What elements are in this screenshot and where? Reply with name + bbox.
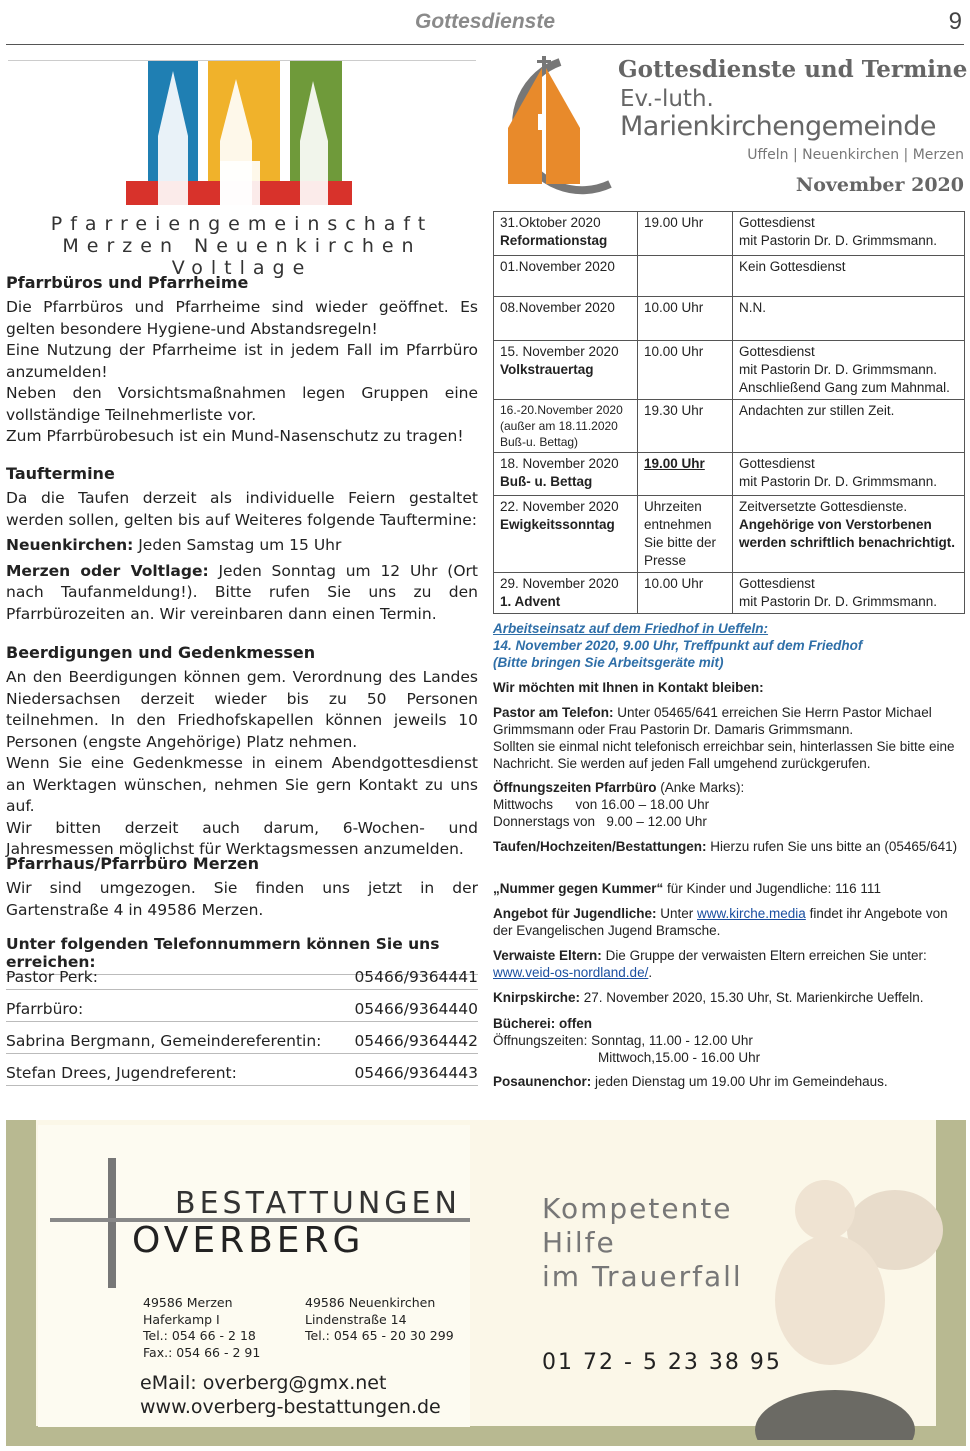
paragraph xyxy=(6,535,478,557)
phone-name: Sabrina Bergmann, Gemeindereferentin: xyxy=(6,1032,322,1050)
phones-heading: Unter folgenden Telefonnummern können Sie uns erreichen: xyxy=(6,935,478,975)
event-line: Gottesdienst xyxy=(739,344,815,359)
section-pfarrhaus xyxy=(6,853,478,921)
date-cell xyxy=(494,496,638,573)
date-sub: Reformationstag xyxy=(500,233,608,248)
pfarr-name-line2: Merzen Neuenkirchen Voltlage xyxy=(62,235,422,279)
date-cell: 01.November 2020 xyxy=(494,256,638,297)
label: Pastor am Telefon: xyxy=(493,705,614,720)
event-cell xyxy=(733,573,965,614)
event-line: Gottesdienst xyxy=(739,215,815,230)
right-church-name: Marienkirchengemeinde xyxy=(620,111,937,142)
label: Knirpskirche: xyxy=(493,990,581,1005)
paragraph: Wenn Sie eine Gedenkmesse in einem Abendgottesdienst an Werktagen wünschen, nehmen Sie gern Kontakt zu uns auf. xyxy=(6,754,478,815)
posaunenchor xyxy=(493,1073,966,1090)
table-row xyxy=(494,496,965,573)
phone-row xyxy=(6,1032,478,1054)
address-line: 49586 Merzen xyxy=(143,1295,233,1310)
address-line: Tel.: 054 66 - 2 18 xyxy=(143,1328,256,1343)
ad-address-merzen xyxy=(143,1295,260,1361)
kirche-media-link[interactable]: www.kirche.media xyxy=(697,906,806,921)
veid-link[interactable]: www.veid-os-nordland.de/ xyxy=(493,965,649,980)
text: Die Gruppe der verwaisten Eltern erreichen Sie unter: xyxy=(601,948,927,963)
phone-name: Stefan Drees, Jugendreferent: xyxy=(6,1064,237,1082)
event-line: mit Pastorin Dr. D. Grimmsmann. xyxy=(739,594,938,609)
table-row xyxy=(494,212,965,256)
event-line: mit Pastorin Dr. D. Grimmsmann. xyxy=(739,362,938,377)
text: jeden Dienstag um 19.00 Uhr im Gemeindehaus. xyxy=(591,1074,888,1089)
arbeit-note: (Bitte bringen Sie Arbeitsgeräte mit) xyxy=(493,655,724,670)
paragraph: Wir sind umgezogen. Sie finden uns jetzt in der Gartenstraße 4 in 49586 Merzen. xyxy=(6,879,478,919)
ad-email[interactable]: eMail: overberg@gmx.net xyxy=(140,1372,387,1394)
event-line: Zeitversetzte Gottesdienste. xyxy=(739,499,908,514)
date-sub: Buß- u. Bettag xyxy=(500,474,593,489)
arbeit-title: Arbeitseinsatz auf dem Friedhof in Ueffeln: xyxy=(493,621,769,636)
section-title: Gottesdienste xyxy=(414,10,556,33)
page-number: 9 xyxy=(948,8,962,35)
table-row xyxy=(494,453,965,496)
arbeit-date: 14. November 2020, 9.00 Uhr, Treffpunkt auf dem Friedhof xyxy=(493,638,863,653)
address-line: Tel.: 054 65 - 20 30 299 xyxy=(305,1328,454,1343)
table-row xyxy=(494,573,965,614)
event-line: Angehörige von Verstorbenen werden schriftlich benachrichtigt. xyxy=(739,517,956,550)
event-cell xyxy=(733,212,965,256)
right-locations: Uffeln | Neuenkirchen | Merzen xyxy=(747,147,964,163)
event-line: mit Pastorin Dr. D. Grimmsmann. xyxy=(739,233,938,248)
phone-number: 05466/9364440 xyxy=(354,1000,478,1018)
address-line: Haferkamp I xyxy=(143,1311,220,1327)
paragraph: Eine Nutzung der Pfarrheime ist in jedem Fall im Pfarrbüro anzumelden! xyxy=(6,341,478,381)
section-beerdigungen xyxy=(6,642,478,861)
paragraph: Wir bitten derzeit auch darum, 6-Wochen- und Jahresmessen möglichst für Werktagsmessen anzumelden. xyxy=(6,818,478,858)
time-cell: Uhrzeiten entnehmen Sie bitte der Presse xyxy=(638,496,733,573)
verwaiste-eltern: Verwaiste Eltern: Die Gruppe der verwaisten Eltern erreichen Sie unter: www.veid-os-nordland.de/. xyxy=(493,948,927,980)
header-rule xyxy=(6,44,964,45)
knirpskirche xyxy=(493,989,966,1006)
label: Bücherei: offen xyxy=(493,1016,593,1031)
schedule-table xyxy=(493,211,965,614)
buecherei xyxy=(493,1015,966,1066)
time-cell: 10.00 Uhr xyxy=(638,341,733,400)
section-heading: Pfarrbüros und Pfarrheime xyxy=(6,273,249,292)
date-sub: 1. Advent xyxy=(500,594,561,609)
arbeitseinsatz-note xyxy=(493,620,966,671)
phone-number: 05466/9364442 xyxy=(354,1032,478,1050)
event-line: Gottesdienst xyxy=(739,576,815,591)
date-sub: (außer am 18.11.2020 xyxy=(500,419,618,433)
text: Unter xyxy=(656,906,698,921)
paragraph: An den Beerdigungen können gem. Verordnung des Landes Niedersachsen derzeit wieder bis zu 50 Personen teilnehmen. In den Friedhofskapellen können jeweils 10 Personen (engste Angehörige) Platz nehmen. xyxy=(6,668,478,751)
pfarreiengemeinschaft-logo xyxy=(8,60,476,206)
label: Taufen/Hochzeiten/Bestattungen: xyxy=(493,839,707,854)
label: Angebot für Jugendliche: xyxy=(493,906,657,921)
event-cell: Kein Gottesdienst xyxy=(733,256,965,297)
pfarr-name-line1: Pfarreiengemeinschaft xyxy=(50,213,434,235)
paragraph: Da die Taufen derzeit als individuelle Feiern gestaltet werden sollen, gelten bis auf Weiteres folgende Tauftermine: xyxy=(6,489,478,529)
text: Donnerstags von 9.00 – 12.00 Uhr xyxy=(493,814,707,829)
date-sub: Buß-u. Bettag) xyxy=(500,435,579,449)
right-month: November 2020 xyxy=(795,174,964,196)
church-arc-logo-icon xyxy=(490,54,630,200)
time-cell: 19.00 Uhr xyxy=(638,453,733,496)
ad-website[interactable]: www.overberg-bestattungen.de xyxy=(140,1396,441,1418)
section-pfarrbueros xyxy=(6,272,478,448)
pastor-telefon xyxy=(493,704,966,772)
paragraph: Zum Pfarrbürobesuch ist ein Mund-Nasenschutz zu tragen! xyxy=(6,427,464,445)
date-sub: Volkstrauertag xyxy=(500,362,594,377)
label: Verwaiste Eltern: xyxy=(493,948,602,963)
date: 31.Oktober 2020 xyxy=(500,215,601,230)
date-cell xyxy=(494,573,638,614)
date: 15. November 2020 xyxy=(500,344,619,359)
date-cell xyxy=(494,341,638,400)
ad-phone: 01 72 - 5 23 38 95 xyxy=(542,1350,782,1375)
table-row xyxy=(494,341,965,400)
ad-brand-line1: BESTATTUNGEN xyxy=(175,1186,461,1221)
section-tauftermine xyxy=(6,463,478,625)
phone-row xyxy=(6,1064,478,1086)
label: Öffnungszeiten Pfarrbüro xyxy=(493,780,657,795)
date-cell xyxy=(494,400,638,453)
church-stripes-logo-icon xyxy=(8,61,476,207)
address-line: 49586 Neuenkirchen xyxy=(305,1295,436,1310)
angel-figure-icon xyxy=(745,1160,945,1440)
event-line: mit Pastorin Dr. D. Grimmsmann. xyxy=(739,474,938,489)
phone-row xyxy=(6,968,478,990)
event-cell: N.N. xyxy=(733,297,965,341)
text: Unter 05465/641 erreichen Sie Herrn Pastor Michael Grimmsmann oder Frau Pastorin Dr. Damaris Grimmsmann. xyxy=(493,705,932,737)
text: 27. November 2020, 15.30 Uhr, St. Marienkirche Ueffeln. xyxy=(580,990,924,1005)
time-cell: 19.00 Uhr xyxy=(638,212,733,256)
text: für Kinder und Jugendliche: 116 111 xyxy=(663,881,881,896)
address-line: Fax.: 054 66 - 2 91 xyxy=(143,1344,261,1360)
text: Mittwochs von 16.00 – 18.00 Uhr xyxy=(493,797,710,812)
event-cell xyxy=(733,341,965,400)
text: Sollten sie einmal nicht telefonisch erreichbar sein, hinterlassen Sie bitte eine Nachricht. Sie werden auf jeden Fall umgehend zurückgerufen. xyxy=(493,739,955,771)
text: Mittwoch,15.00 - 16.00 Uhr xyxy=(598,1050,761,1065)
section-heading: Beerdigungen und Gedenkmessen xyxy=(6,643,316,662)
address-line: Lindenstraße 14 xyxy=(305,1311,407,1327)
ad-slogan xyxy=(542,1192,743,1294)
date-sub: Ewigkeitssonntag xyxy=(500,517,615,532)
right-title: Gottesdienste und Termine xyxy=(618,56,968,83)
date: 29. November 2020 xyxy=(500,576,619,591)
text: Öffnungszeiten: Sonntag, 11.00 - 12.00 Uhr xyxy=(493,1033,753,1048)
label: Neuenkirchen: xyxy=(6,536,134,554)
ad-address-neuenkirchen xyxy=(305,1295,454,1345)
date: 16.-20.November 2020 xyxy=(500,403,623,417)
text: (Anke Marks): xyxy=(656,780,745,795)
time-cell: 10.00 Uhr xyxy=(638,573,733,614)
label: Posaunenchor: xyxy=(493,1074,592,1089)
date: 22. November 2020 xyxy=(500,499,619,514)
ad-brand-line2: OVERBERG xyxy=(132,1220,365,1261)
event-line: Anschließend Gang zum Mahnmal. xyxy=(739,380,950,395)
time-cell: 10.00 Uhr xyxy=(638,297,733,341)
time-cell xyxy=(638,256,733,297)
text: Jeden Samstag um 15 Uhr xyxy=(133,536,342,554)
angebot-jugendliche xyxy=(493,905,966,939)
right-subtitle: Ev.-luth. xyxy=(620,86,714,112)
date-cell: 08.November 2020 xyxy=(494,297,638,341)
label: „Nummer gegen Kummer“ xyxy=(493,881,664,896)
slogan-line: Kompetente xyxy=(542,1192,733,1225)
taufen-hochzeiten xyxy=(493,838,966,855)
section-heading: Tauftermine xyxy=(6,464,115,483)
section-heading: Pfarrhaus/Pfarrbüro Merzen xyxy=(6,854,259,873)
date: 18. November 2020 xyxy=(500,456,619,471)
label: Merzen oder Voltlage: xyxy=(6,561,209,580)
slogan-line: Hilfe xyxy=(542,1226,616,1259)
paragraph: Die Pfarrbüros und Pfarrheime sind wieder geöffnet. Es gelten besondere Hygiene-und Abstandsregeln! xyxy=(6,298,478,338)
event-cell xyxy=(733,453,965,496)
text: Jeden Sonntag um 12 Uhr (Ort nach Taufanmeldung!). Bitte rufen Sie uns zu den Pfarrbürozeiten an. Wir vereinbaren dann einen Termin. xyxy=(6,561,478,623)
event-cell: Andachten zur stillen Zeit. xyxy=(733,400,965,453)
oeffnungszeiten xyxy=(493,779,966,830)
table-row xyxy=(494,297,965,341)
time-cell: 19.30 Uhr xyxy=(638,400,733,453)
phone-name: Pfarrbüro: xyxy=(6,1000,84,1018)
date-cell xyxy=(494,212,638,256)
phone-number: 05466/9364441 xyxy=(354,968,478,986)
table-row xyxy=(494,256,965,297)
nummer-gegen-kummer xyxy=(493,880,966,897)
text: findet ihr Angebote von der Evangelischen Jugend Bramsche. xyxy=(493,906,948,938)
table-row xyxy=(494,400,965,453)
event-line: Gottesdienst xyxy=(739,456,815,471)
event-cell xyxy=(733,496,965,573)
slogan-line: im Trauerfall xyxy=(542,1260,743,1293)
phone-number: 05466/9364443 xyxy=(354,1064,478,1082)
text: Hierzu rufen Sie uns bitte an (05465/641) xyxy=(706,839,958,854)
paragraph: Neben den Vorsichtsmaßnahmen legen Gruppen eine vollständige Teilnehmerliste vor. xyxy=(6,384,478,424)
date-cell xyxy=(494,453,638,496)
paragraph xyxy=(6,561,478,626)
phone-name: Pastor Perk: xyxy=(6,968,98,986)
phone-row xyxy=(6,1000,478,1022)
kontakt-heading: Wir möchten mit Ihnen in Kontakt bleiben: xyxy=(493,680,764,695)
